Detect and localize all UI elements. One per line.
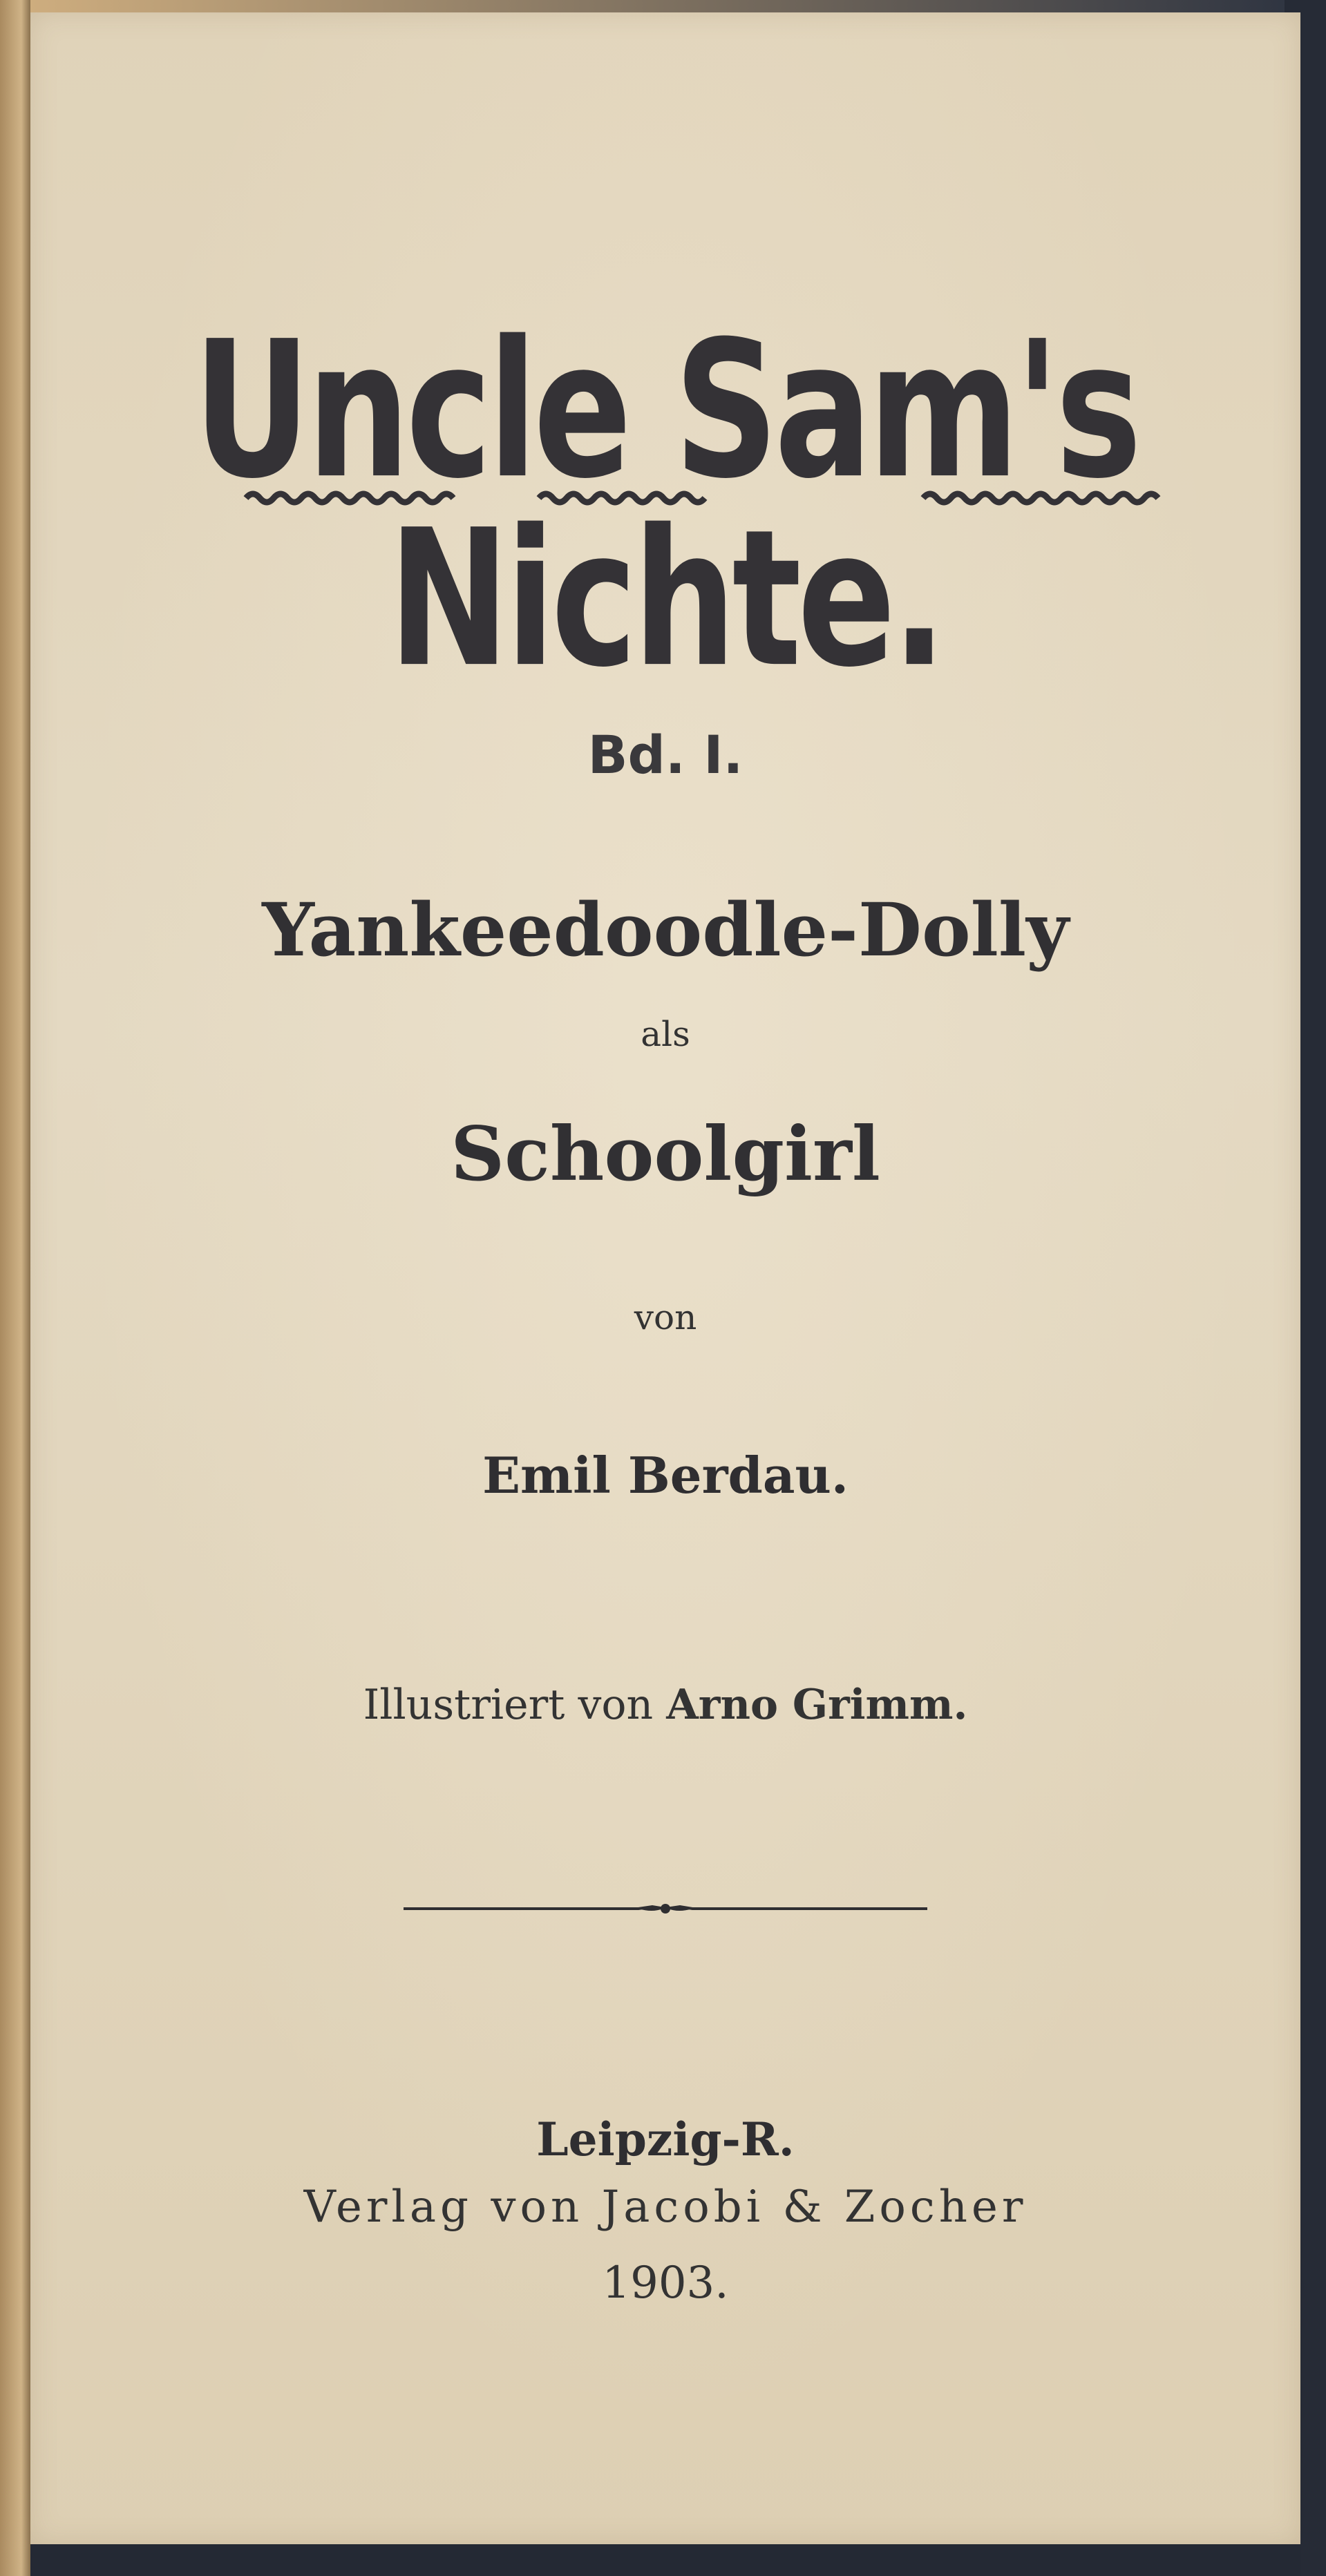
volume-number: Bd. I. <box>587 724 743 785</box>
page-stack-edge <box>0 0 30 2576</box>
author-name: Emil Berdau. <box>482 1446 849 1505</box>
publication-place: Leipzig-R. <box>536 2112 795 2166</box>
publication-year: 1903. <box>602 2258 729 2309</box>
title-line-2: Schoolgirl <box>451 1111 880 1198</box>
title-connector: als <box>641 1014 690 1054</box>
publisher: Verlag von Jacobi & Zocher <box>303 2182 1027 2233</box>
illustrator-name: Arno Grimm. <box>666 1681 968 1729</box>
ornamental-rule <box>30 1898 1300 1919</box>
title-line-1: Yankeedoodle-Dolly <box>262 886 1069 973</box>
illustrator-line <box>30 1681 1300 1729</box>
cover-bottom-edge <box>30 2544 1300 2576</box>
series-title: Uncle Sam's Nichte. <box>193 300 1138 709</box>
illustrated-prefix: Illustriert von <box>363 1681 654 1729</box>
by-label: von <box>634 1297 697 1337</box>
title-wave-ornament <box>30 488 1300 508</box>
title-page <box>30 12 1300 2544</box>
